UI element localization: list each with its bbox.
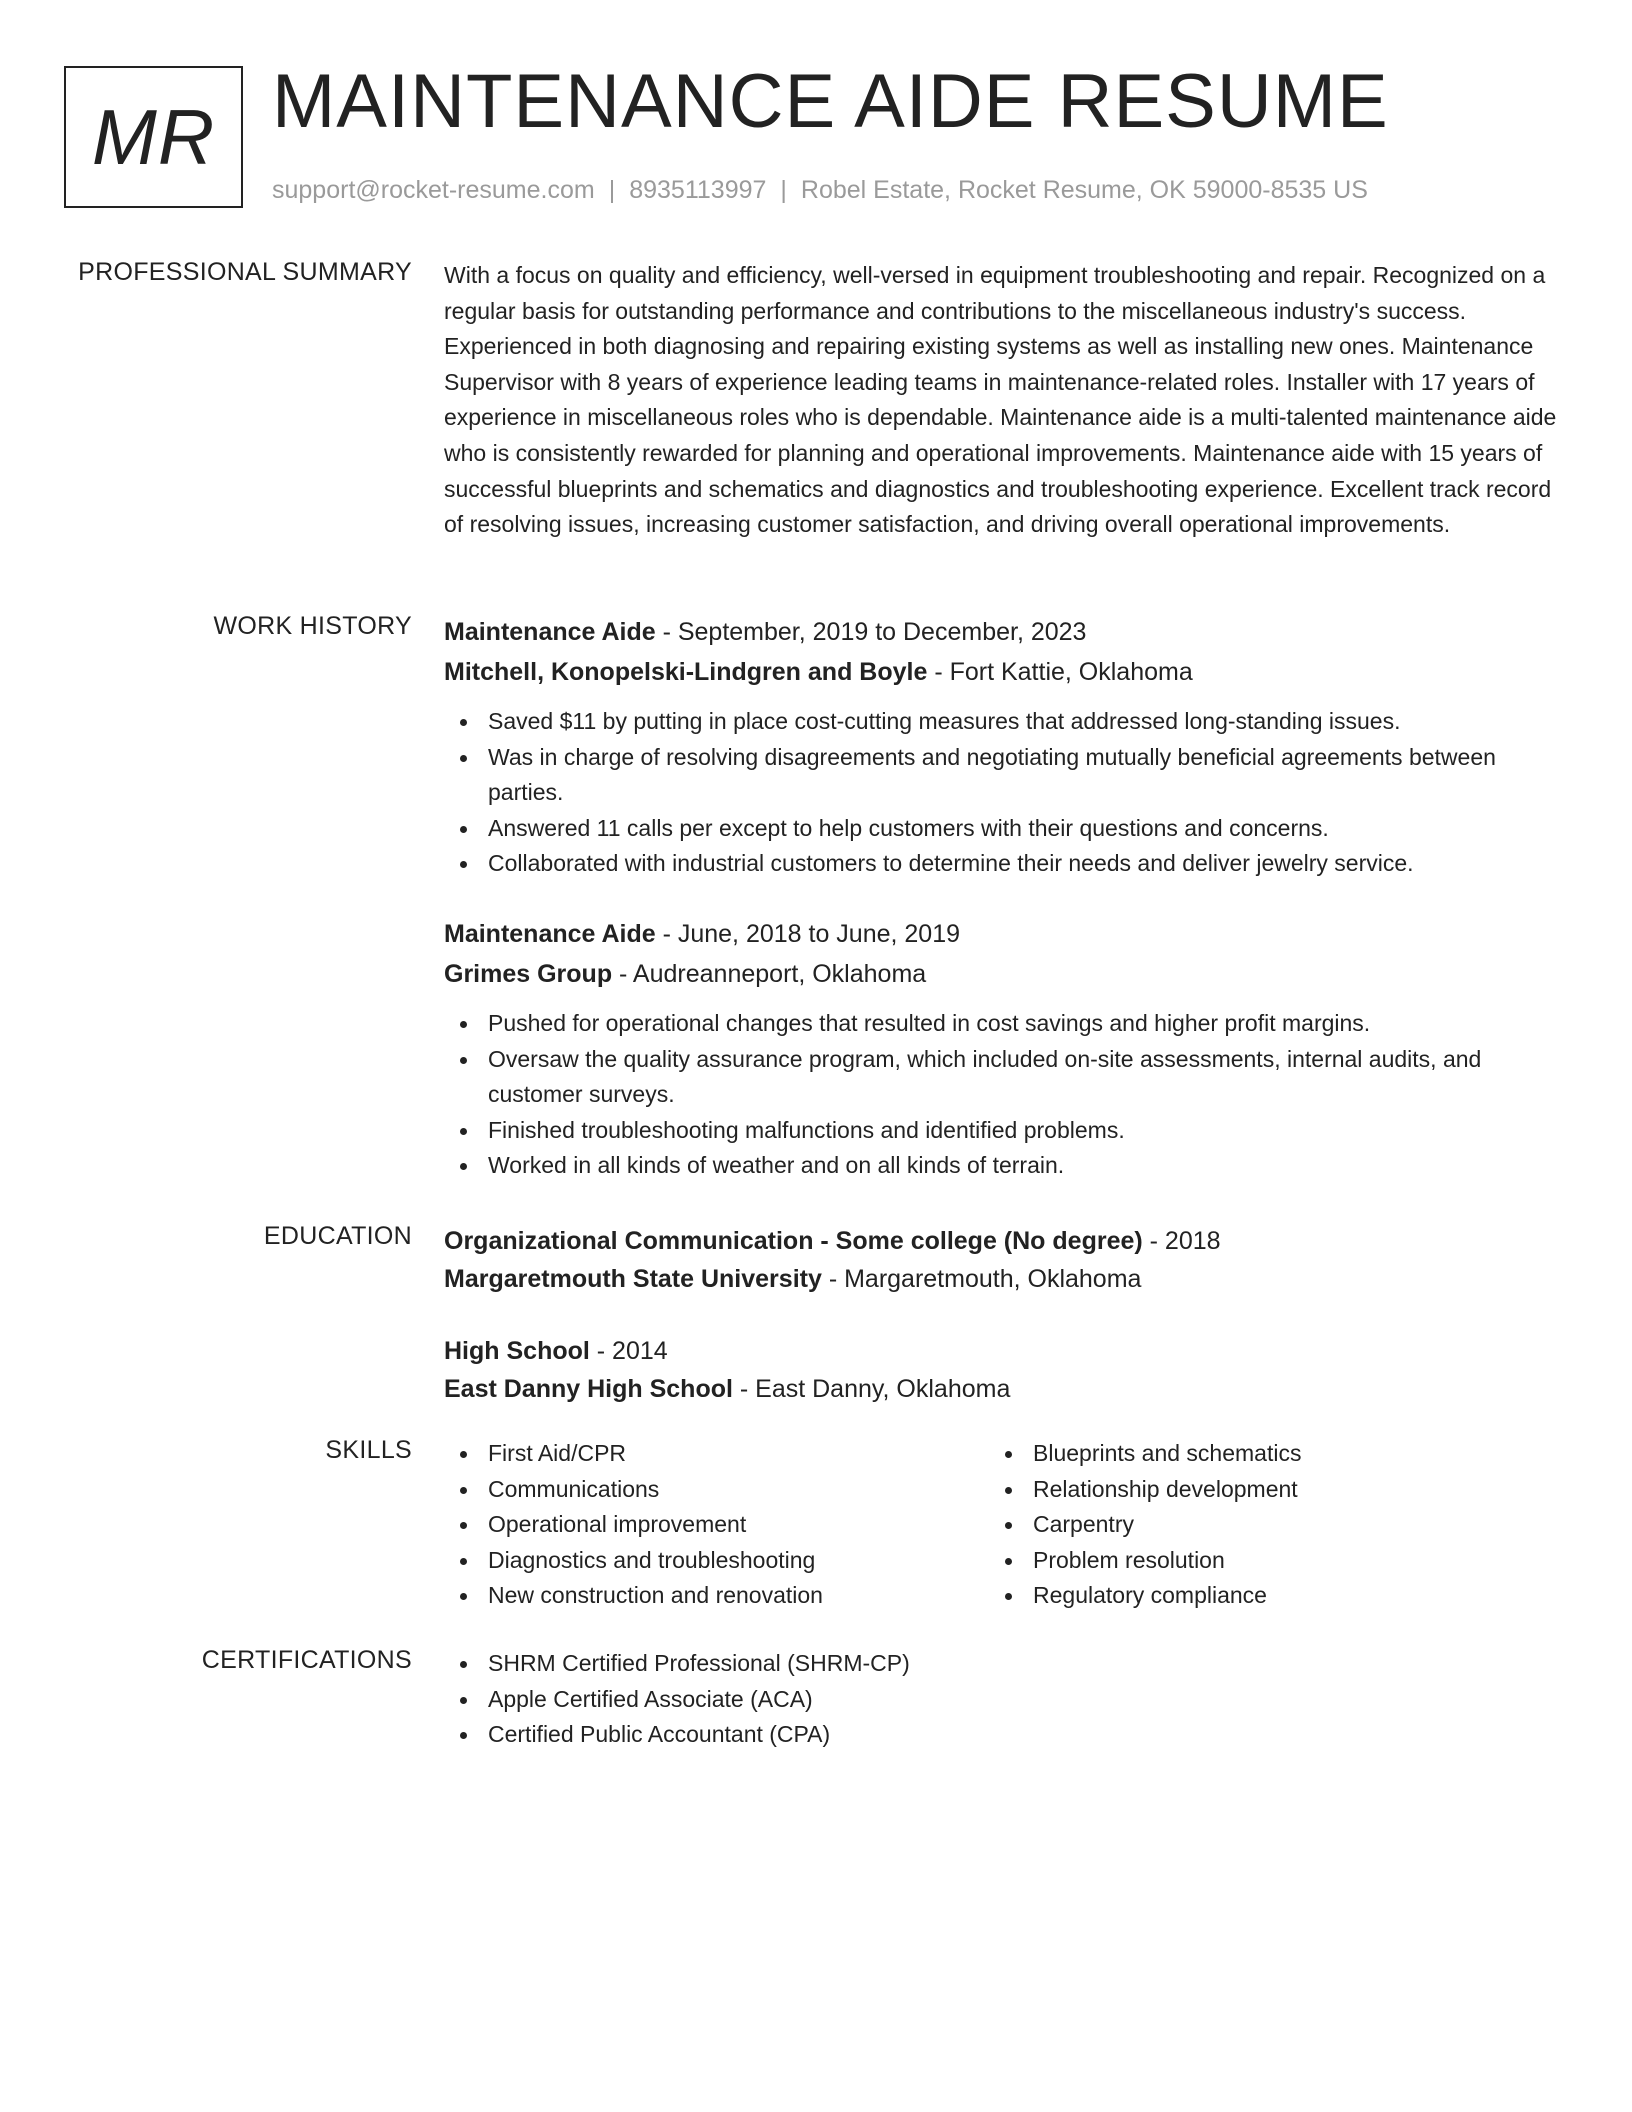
- job-title: Maintenance Aide: [444, 618, 656, 646]
- education-location: - East Danny, Oklahoma: [732, 1375, 1011, 1403]
- list-item: Operational improvement: [444, 1507, 989, 1543]
- job-location: - Fort Kattie, Oklahoma: [927, 658, 1193, 686]
- work-history-body: [444, 612, 1564, 1184]
- contact-phone[interactable]: 8935113997: [629, 176, 767, 204]
- contact-email[interactable]: support@rocket-resume.com: [272, 176, 595, 204]
- contact-line: [272, 176, 1368, 205]
- job-title-line: [444, 914, 1564, 954]
- education-year: - 2014: [589, 1337, 668, 1365]
- job-company: Grimes Group: [444, 959, 613, 988]
- list-item: Blueprints and schematics: [989, 1436, 1534, 1472]
- summary-body: [444, 258, 1564, 543]
- skills-list-left: [444, 1436, 989, 1614]
- job-company: Mitchell, Konopelski-Lindgren and Boyle: [444, 658, 928, 686]
- list-item: Oversaw the quality assurance program, which included on-site assessments, internal audits, and customer surveys.: [444, 1042, 1564, 1113]
- education-body: [444, 1222, 1564, 1408]
- contact-separator: |: [608, 176, 616, 204]
- education-degree: Organizational Communication - Some college (No degree): [444, 1227, 1143, 1255]
- job-dates: - June, 2018 to June, 2019: [655, 919, 961, 948]
- list-item: Diagnostics and troubleshooting: [444, 1543, 989, 1579]
- education-school: East Danny High School: [444, 1375, 733, 1403]
- monogram-box: [64, 66, 243, 208]
- certifications-list: [444, 1646, 1564, 1753]
- list-item: Was in charge of resolving disagreements and negotiating mutually beneficial agreements between parties.: [444, 740, 1564, 811]
- skills-list-right: [989, 1436, 1534, 1614]
- education-location: - Margaretmouth, Oklahoma: [821, 1265, 1142, 1293]
- section-label-work-history: WORK HISTORY: [213, 612, 412, 640]
- job-entry: [444, 612, 1564, 882]
- list-item: SHRM Certified Professional (SHRM-CP): [444, 1646, 1564, 1682]
- education-degree-line: [444, 1222, 1564, 1260]
- list-item: Collaborated with industrial customers to determine their needs and deliver jewelry service.: [444, 846, 1564, 882]
- job-location: - Audreanneport, Oklahoma: [612, 959, 927, 988]
- list-item: Certified Public Accountant (CPA): [444, 1717, 1564, 1753]
- contact-separator: |: [780, 176, 787, 204]
- section-label-summary: PROFESSIONAL SUMMARY: [78, 258, 412, 286]
- list-item: Carpentry: [989, 1507, 1534, 1543]
- list-item: Pushed for operational changes that resulted in cost savings and higher profit margins.: [444, 1006, 1564, 1042]
- education-school: Margaretmouth State University: [444, 1265, 822, 1293]
- section-label-skills: SKILLS: [325, 1436, 412, 1464]
- list-item: Worked in all kinds of weather and on all kinds of terrain.: [444, 1148, 1564, 1184]
- education-degree: High School: [444, 1337, 590, 1365]
- resume-title: MAINTENANCE AIDE RESUME: [272, 59, 1389, 144]
- job-title-line: [444, 612, 1564, 652]
- education-school-line: [444, 1370, 1564, 1408]
- education-entry: [444, 1222, 1564, 1298]
- job-company-line: [444, 954, 1564, 994]
- job-entry: [444, 914, 1564, 1184]
- list-item: First Aid/CPR: [444, 1436, 989, 1472]
- education-school-line: [444, 1260, 1564, 1298]
- skills-columns: [444, 1436, 1564, 1614]
- certifications-body: [444, 1646, 1564, 1753]
- list-item: Answered 11 calls per except to help customers with their questions and concerns.: [444, 811, 1564, 847]
- education-degree-line: [444, 1332, 1564, 1370]
- contact-address: Robel Estate, Rocket Resume, OK 59000-8535 US: [800, 176, 1368, 204]
- job-bullets: [444, 1006, 1564, 1184]
- education-entry: [444, 1332, 1564, 1408]
- job-title: Maintenance Aide: [444, 919, 656, 948]
- monogram-initials: MR: [91, 92, 216, 181]
- job-bullets: [444, 704, 1564, 882]
- list-item: Apple Certified Associate (ACA): [444, 1682, 1564, 1718]
- list-item: Problem resolution: [989, 1543, 1534, 1579]
- list-item: Communications: [444, 1472, 989, 1508]
- section-label-education: EDUCATION: [263, 1222, 412, 1250]
- list-item: Regulatory compliance: [989, 1578, 1534, 1614]
- skills-body: [444, 1436, 1564, 1614]
- list-item: New construction and renovation: [444, 1578, 989, 1614]
- job-dates: - September, 2019 to December, 2023: [655, 618, 1087, 646]
- list-item: Saved $11 by putting in place cost-cutting measures that addressed long-standing issues.: [444, 704, 1564, 740]
- summary-text: With a focus on quality and efficiency, well-versed in equipment troubleshooting and repair. Recognized on a regular basis for outstanding performance and contributions to the miscellaneous industry's success. Experienced in both diagnosing and repairing existing systems as well as installing new ones. Maintenance Supervisor with 8 years of experience leading teams in maintenance-related roles. Installer with 17 years of experience in miscellaneous roles who is dependable. Maintenance aide is a multi-talented maintenance aide who is consistently rewarded for planning and operational improvements. Maintenance aide with 15 years of successful blueprints and schematics and diagnostics and troubleshooting experience. Excellent track record of resolving issues, increasing customer satisfaction, and driving overall operational improvements.: [444, 262, 1557, 538]
- list-item: Finished troubleshooting malfunctions and identified problems.: [444, 1113, 1564, 1149]
- list-item: Relationship development: [989, 1472, 1534, 1508]
- section-label-certifications: CERTIFICATIONS: [201, 1646, 412, 1674]
- job-company-line: [444, 652, 1564, 692]
- education-year: - 2018: [1142, 1227, 1221, 1255]
